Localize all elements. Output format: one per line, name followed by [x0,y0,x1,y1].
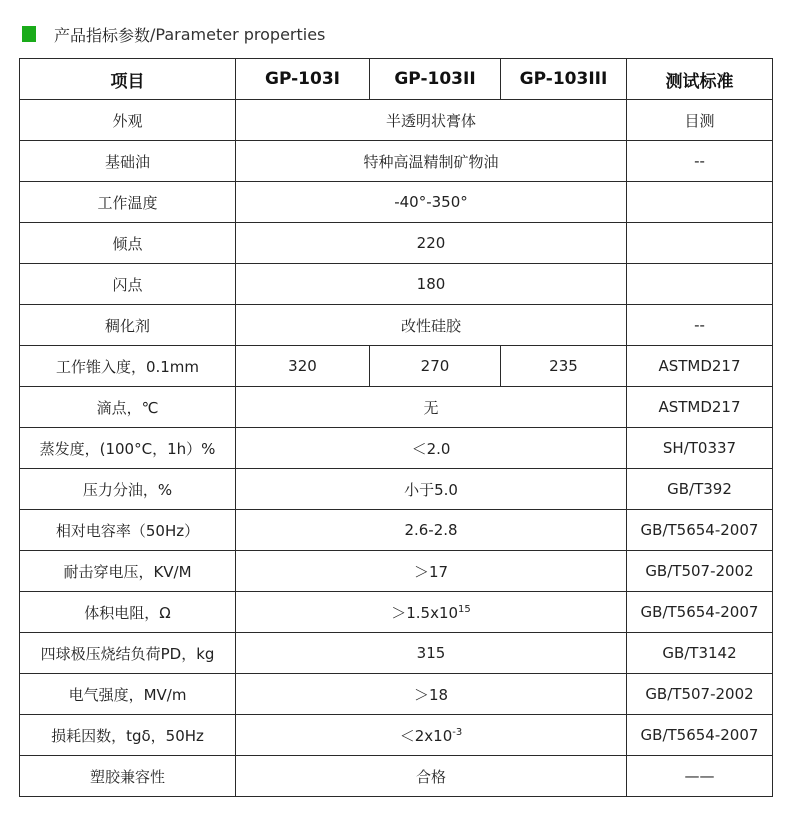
row-standard: GB/T392 [627,469,773,510]
row-value [236,592,627,633]
table-row [20,510,773,551]
table-row [20,469,773,510]
table-row [20,633,773,674]
heading-title-en: /Parameter properties [150,24,326,44]
section-heading [22,22,325,46]
row-standard: GB/T507-2002 [627,551,773,592]
value-base: ＞1.5x10 [391,603,459,622]
row-value [236,715,627,756]
row-standard: —— [627,756,773,797]
row-item: 压力分油，% [20,469,236,510]
header-gp-103iii: GP-103III [501,59,627,100]
header-item: 项目 [20,59,236,100]
row-value: 180 [236,264,627,305]
parameter-table [19,58,773,797]
row-standard [627,223,773,264]
table-row [20,674,773,715]
table-row [20,428,773,469]
table-row [20,715,773,756]
value-exponent: 15 [458,603,471,615]
row-standard: GB/T3142 [627,633,773,674]
row-item: 电气强度，MV/m [20,674,236,715]
row-standard [627,182,773,223]
row-value: 半透明状膏体 [236,100,627,141]
row-standard: GB/T507-2002 [627,674,773,715]
row-standard: -- [627,141,773,182]
row-item: 倾点 [20,223,236,264]
row-value: ＞17 [236,551,627,592]
row-item: 外观 [20,100,236,141]
value-base: ＜2x10 [399,726,453,745]
row-item: 滴点，℃ [20,387,236,428]
table-row [20,346,773,387]
table-row [20,223,773,264]
row-standard: GB/T5654-2007 [627,592,773,633]
row-standard: 目测 [627,100,773,141]
row-value: ＞18 [236,674,627,715]
header-standard: 测试标准 [627,59,773,100]
row-value: 特种高温精制矿物油 [236,141,627,182]
heading-marker [22,26,36,42]
row-value: 220 [236,223,627,264]
row-item: 四球极压烧结负荷PD，kg [20,633,236,674]
table-row [20,141,773,182]
row-item: 工作锥入度，0.1mm [20,346,236,387]
row-item: 稠化剂 [20,305,236,346]
row-item: 闪点 [20,264,236,305]
table-row [20,305,773,346]
table-header-row [20,59,773,100]
row-value-gp-103ii: 270 [370,346,501,387]
row-item: 蒸发度，(100°C，1h）% [20,428,236,469]
row-value-gp-103i: 320 [236,346,370,387]
row-value: 2.6-2.8 [236,510,627,551]
header-gp-103ii: GP-103II [370,59,501,100]
table-row [20,182,773,223]
row-value: 改性硅胶 [236,305,627,346]
row-item: 工作温度 [20,182,236,223]
header-gp-103i: GP-103I [236,59,370,100]
row-standard: GB/T5654-2007 [627,510,773,551]
row-standard: GB/T5654-2007 [627,715,773,756]
row-value: 无 [236,387,627,428]
row-value: 315 [236,633,627,674]
row-item: 基础油 [20,141,236,182]
row-standard [627,264,773,305]
table-row [20,100,773,141]
row-value: ＜2.0 [236,428,627,469]
table-row [20,592,773,633]
value-exponent: -3 [452,726,463,738]
row-value: -40°-350° [236,182,627,223]
row-standard: ASTMD217 [627,346,773,387]
heading-title-cn: 产品指标参数 [54,25,151,45]
table-row [20,756,773,797]
row-value-gp-103iii: 235 [501,346,627,387]
table-row [20,387,773,428]
row-standard: SH/T0337 [627,428,773,469]
row-item: 体积电阻，Ω [20,592,236,633]
row-standard: -- [627,305,773,346]
row-item: 耐击穿电压，KV/M [20,551,236,592]
row-value: 合格 [236,756,627,797]
row-value: 小于5.0 [236,469,627,510]
row-standard: ASTMD217 [627,387,773,428]
row-item: 塑胶兼容性 [20,756,236,797]
table-row [20,264,773,305]
row-item: 损耗因数，tgδ，50Hz [20,715,236,756]
table-row [20,551,773,592]
row-item: 相对电容率（50Hz） [20,510,236,551]
